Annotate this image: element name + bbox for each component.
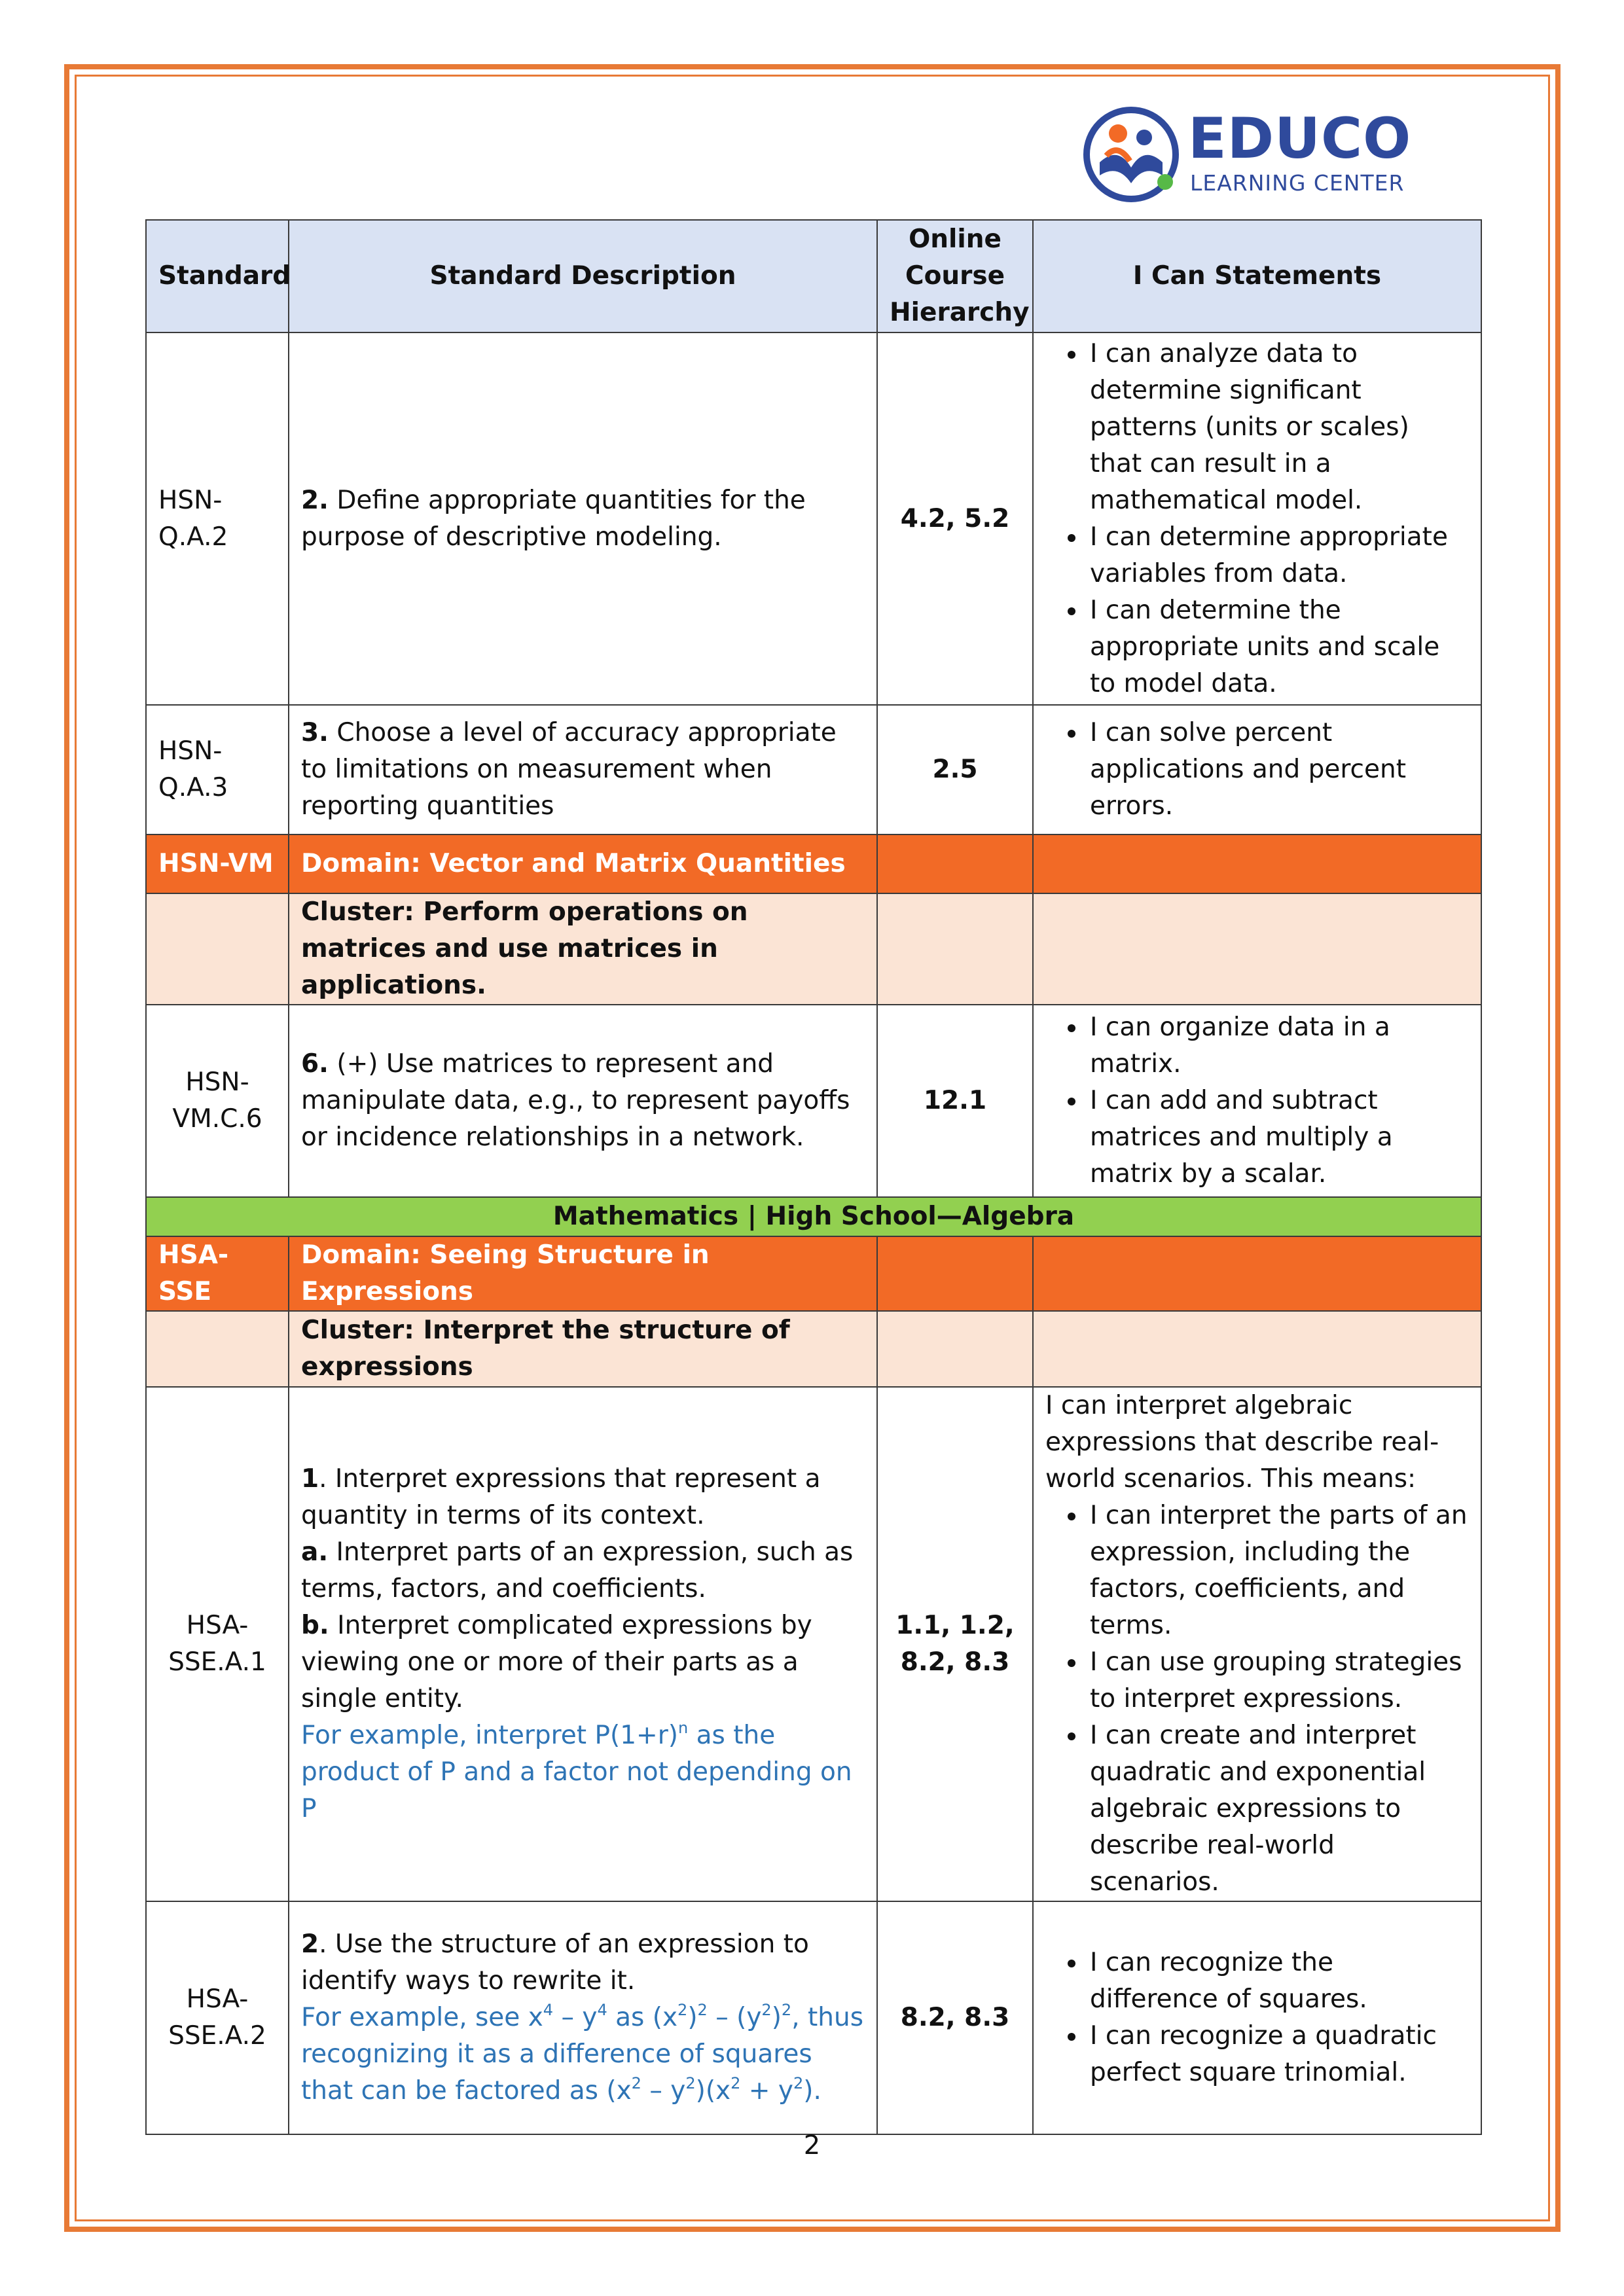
ican-item: • I can solve percent applications and percent errors. (1087, 715, 1469, 825)
standard-code (146, 705, 289, 834)
table-header-row (146, 220, 1481, 332)
ican-statements (1033, 1387, 1481, 1901)
example-part: ) (771, 2003, 782, 2032)
example-part: as the product of P and a factor not depending on P (301, 1721, 852, 1823)
example-part: ) (687, 2003, 698, 2032)
cluster-row (146, 1311, 1481, 1387)
example-superscript: 2 (731, 2074, 741, 2092)
example-superscript: 2 (793, 2074, 804, 2092)
header-ican: I Can Statements (1033, 220, 1481, 332)
standard-code-line-2: Q.A.3 (158, 773, 228, 802)
header-hierarchy-line-3: Hierarchy (890, 298, 1030, 327)
cluster-empty-cell (877, 893, 1033, 1005)
standard-number: 1 (301, 1464, 319, 1494)
standard-code (146, 332, 289, 705)
domain-code: HSA-SSE (146, 1236, 289, 1311)
standard-code-line-1: HSA- (186, 1611, 249, 1640)
standard-number: 2. (301, 485, 329, 515)
ican-statements (1033, 332, 1481, 705)
header-description: Standard Description (289, 220, 877, 332)
substandard-a-text: Interpret parts of an expression, such as terms, factors, and coefficients. (301, 1537, 854, 1604)
standard-code-line-1: HSA- (186, 1984, 249, 2014)
ican-intro: I can interpret algebraic expressions that describe real-world scenarios. This means: (1045, 1391, 1439, 1494)
standard-code-line-2: Q.A.2 (158, 522, 228, 552)
ican-item: • I can add and subtract matrices and multiply a matrix by a scalar. (1087, 1083, 1469, 1193)
standard-code-line-1: HSN- (185, 1067, 249, 1097)
example-part: + y (740, 2076, 793, 2106)
course-hierarchy: 8.2, 8.3 (877, 1901, 1033, 2134)
ican-statements (1033, 1005, 1481, 1197)
domain-label: Domain: Seeing Structure in Expressions (289, 1236, 877, 1311)
standard-description (289, 332, 877, 705)
example-superscript: 2 (781, 2001, 792, 2019)
ican-item: • I can determine appropriate variables from data. (1087, 519, 1469, 592)
substandard-a-label: a. (301, 1537, 329, 1567)
cluster-row (146, 893, 1481, 1005)
domain-code: HSN-VM (146, 834, 289, 893)
example-superscript: 4 (543, 2001, 554, 2019)
subject-label: Mathematics | High School—Algebra (146, 1197, 1481, 1236)
ican-item: • I can recognize the difference of squares. (1087, 1945, 1469, 2018)
table-row (146, 1901, 1481, 2134)
standard-code (146, 1901, 289, 2134)
domain-empty-cell (877, 834, 1033, 893)
table-row (146, 705, 1481, 834)
standard-text: Define appropriate quantities for the purpose of descriptive modeling. (301, 485, 806, 552)
example-superscript: 2 (685, 2074, 696, 2092)
cluster-empty-cell (877, 1311, 1033, 1387)
domain-row (146, 834, 1481, 893)
example-superscript: n (677, 1719, 689, 1737)
hierarchy-line-1: 1.1, 1.2, (895, 1611, 1015, 1640)
cluster-empty-cell (1033, 1311, 1481, 1387)
example-part: – (y (707, 2003, 762, 2032)
standard-code-line-2: VM.C.6 (172, 1104, 262, 1134)
standard-code (146, 1387, 289, 1901)
domain-row (146, 1236, 1481, 1311)
example-part: , thus recognizing it as a difference of squares that can be factored as (x (301, 2003, 864, 2106)
table-row (146, 1387, 1481, 1901)
header-standard: Standard (146, 220, 289, 332)
substandard-b-text: Interpret complicated expressions by viewing one or more of their parts as a single entity. (301, 1611, 812, 1713)
ican-statements (1033, 1901, 1481, 2134)
standard-text: . Use the structure of an expression to identify ways to rewrite it. (301, 1929, 809, 1996)
cluster-empty-cell (1033, 893, 1481, 1005)
course-hierarchy (877, 1387, 1033, 1901)
standard-number: 3. (301, 718, 329, 747)
standard-code-line-1: HSN- (158, 485, 223, 515)
example-part: For example, interpret P(1+r) (301, 1721, 678, 1750)
example-superscript: 4 (597, 2001, 607, 2019)
ican-item: • I can determine the appropriate units and scale to model data. (1087, 592, 1469, 702)
example-part: )(x (695, 2076, 731, 2106)
substandard-b-label: b. (301, 1611, 329, 1640)
table-row (146, 332, 1481, 705)
course-hierarchy: 4.2, 5.2 (877, 332, 1033, 705)
example-part: as (x (607, 2003, 678, 2032)
ican-item: • I can recognize a quadratic perfect square trinomial. (1087, 2018, 1469, 2091)
example-part: For example, see x (301, 2003, 543, 2032)
header-hierarchy (877, 220, 1033, 332)
domain-empty-cell (1033, 1236, 1481, 1311)
example-part: – y (641, 2076, 686, 2106)
standard-code-line-2: SSE.A.1 (168, 1647, 266, 1677)
ican-item: • I can use grouping strategies to interpret expressions. (1087, 1644, 1469, 1717)
standard-description (289, 1387, 877, 1901)
example-superscript: 2 (677, 2001, 688, 2019)
page-number: 2 (803, 2130, 821, 2161)
domain-empty-cell (1033, 834, 1481, 893)
ican-item: • I can create and interpret quadratic and exponential algebraic expressions to describe real-world scenarios. (1087, 1717, 1469, 1901)
hierarchy-line-2: 8.2, 8.3 (900, 1647, 1010, 1677)
example-superscript: 2 (631, 2074, 641, 2092)
course-hierarchy: 12.1 (877, 1005, 1033, 1197)
example-part: – y (553, 2003, 598, 2032)
standard-code-line-1: HSN- (158, 736, 223, 766)
standard-code-line-2: SSE.A.2 (168, 2021, 266, 2051)
standard-number: 2 (301, 1929, 319, 1959)
standard-description (289, 1901, 877, 2134)
cluster-empty-cell (146, 1311, 289, 1387)
standards-table (145, 219, 1482, 2135)
ican-item: • I can analyze data to determine significant patterns (units or scales) that can result in a mathematical model. (1087, 336, 1469, 519)
standard-description (289, 1005, 877, 1197)
cluster-empty-cell (146, 893, 289, 1005)
domain-empty-cell (877, 1236, 1033, 1311)
header-hierarchy-line-2: Course (905, 261, 1005, 291)
cluster-label: Cluster: Interpret the structure of expressions (289, 1311, 877, 1387)
example-part: ). (803, 2076, 821, 2106)
ican-item: • I can interpret the parts of an expression, including the factors, coefficients, and terms. (1087, 1498, 1469, 1644)
logo-subtitle: LEARNING CENTER (1190, 170, 1405, 196)
ican-item: • I can organize data in a matrix. (1087, 1009, 1469, 1083)
example-superscript: 2 (761, 2001, 772, 2019)
educo-logo-icon (1080, 105, 1185, 207)
logo-wordmark: EDUCO (1188, 106, 1412, 171)
ican-statements (1033, 705, 1481, 834)
header-hierarchy-line-1: Online (909, 224, 1001, 254)
standard-text: Choose a level of accuracy appropriate to limitations on measurement when reporting quantities (301, 718, 837, 821)
educo-logo (1080, 105, 1412, 207)
cluster-label: Cluster: Perform operations on matrices and use matrices in applications. (289, 893, 877, 1005)
course-hierarchy: 2.5 (877, 705, 1033, 834)
standard-text: . Interpret expressions that represent a quantity in terms of its context. (301, 1464, 821, 1530)
table-row (146, 1005, 1481, 1197)
subject-row (146, 1197, 1481, 1236)
standard-text: (+) Use matrices to represent and manipulate data, e.g., to represent payoffs or incidence relationships in a network. (301, 1049, 850, 1152)
standard-description (289, 705, 877, 834)
standard-number: 6. (301, 1049, 329, 1079)
standard-code (146, 1005, 289, 1197)
example-text (301, 2003, 863, 2106)
example-text (301, 1721, 852, 1823)
example-superscript: 2 (697, 2001, 708, 2019)
domain-label: Domain: Vector and Matrix Quantities (289, 834, 877, 893)
